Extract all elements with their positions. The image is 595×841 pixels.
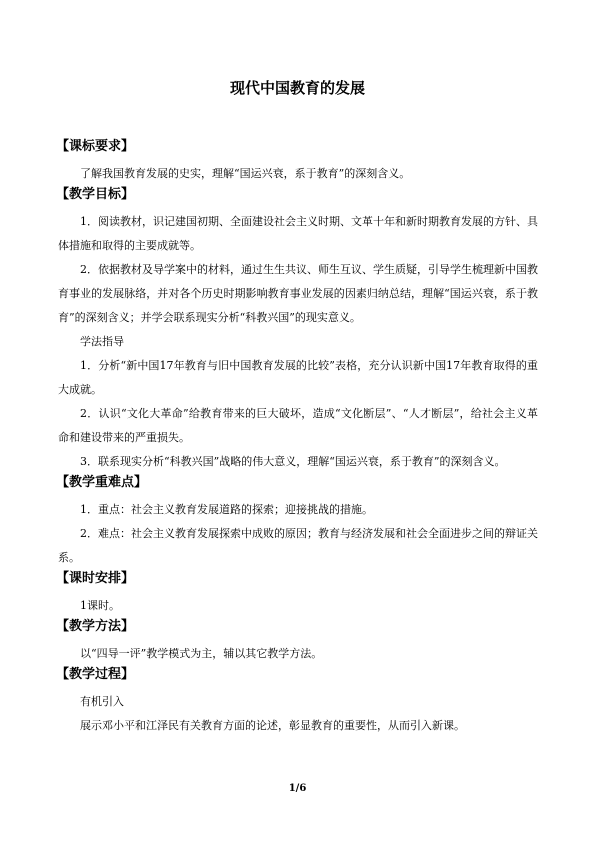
section-teaching-methods	[58, 618, 538, 666]
paragraph-subheading: 有机引入	[80, 695, 124, 708]
section-teaching-process	[58, 666, 538, 738]
paragraph: 了解我国教育发展的史实，理解“国运兴衰，系于教育”的深刻含义。	[80, 167, 411, 180]
paragraph: 2．依据教材及导学案中的材料，通过生生共议、师生互议、学生质疑，引导学生梳理新中国教育事业的发展脉络，并对各个历史时期影响教育事业发展的因素归纳总结，理解“国运兴衰，系于教育”的深刻含义；并学会联系现实分析“科教兴国”的现实意义。	[58, 263, 538, 324]
paragraph-subheading: 学法指导	[80, 335, 124, 348]
section-heading: 【课时安排】	[56, 571, 135, 586]
paragraph: 展示邓小平和江泽民有关教育方面的论述，彰显教育的重要性，从而引入新课。	[80, 719, 465, 732]
section-heading: 【教学目标】	[56, 187, 135, 202]
section-class-hours	[58, 570, 538, 618]
paragraph: 1．阅读教材，识记建国初期、全面建设社会主义时期、文革十年和新时期教育发展的方针、具体措施和取得的主要成就等。	[58, 215, 538, 252]
paragraph: 3．联系现实分析“科教兴国”战略的伟大意义，理解“国运兴衰，系于教育”的深刻含义。	[80, 455, 506, 468]
document-title: 现代中国教育的发展	[229, 79, 365, 97]
section-heading: 【课标要求】	[56, 139, 135, 154]
paragraph: 1课时。	[80, 599, 120, 612]
section-heading: 【教学重难点】	[56, 475, 148, 490]
page-number: 1/6	[288, 783, 307, 794]
document-body	[58, 138, 538, 738]
paragraph: 以“四导一评”教学模式为主，辅以其它教学方法。	[80, 647, 323, 660]
section-teaching-objectives	[58, 186, 538, 474]
paragraph: 2．认识“文化大革命”给教育带来的巨大破坏，造成“文化断层”、“人才断层”，给社会主义革命和建设带来的严重损失。	[58, 407, 538, 444]
section-key-difficult-points	[58, 474, 538, 570]
paragraph: 2．难点：社会主义教育发展探索中成败的原因；教育与经济发展和社会全面进步之间的辩证关系。	[58, 527, 538, 564]
section-heading: 【教学过程】	[56, 667, 135, 682]
paragraph: 1．分析“新中国17年教育与旧中国教育发展的比较”表格，充分认识新中国17年教育取得的重大成就。	[58, 359, 538, 396]
section-heading: 【教学方法】	[56, 619, 135, 634]
section-curriculum-requirements	[58, 138, 538, 186]
paragraph: 1．重点：社会主义教育发展道路的探索；迎接挑战的措施。	[80, 503, 373, 516]
